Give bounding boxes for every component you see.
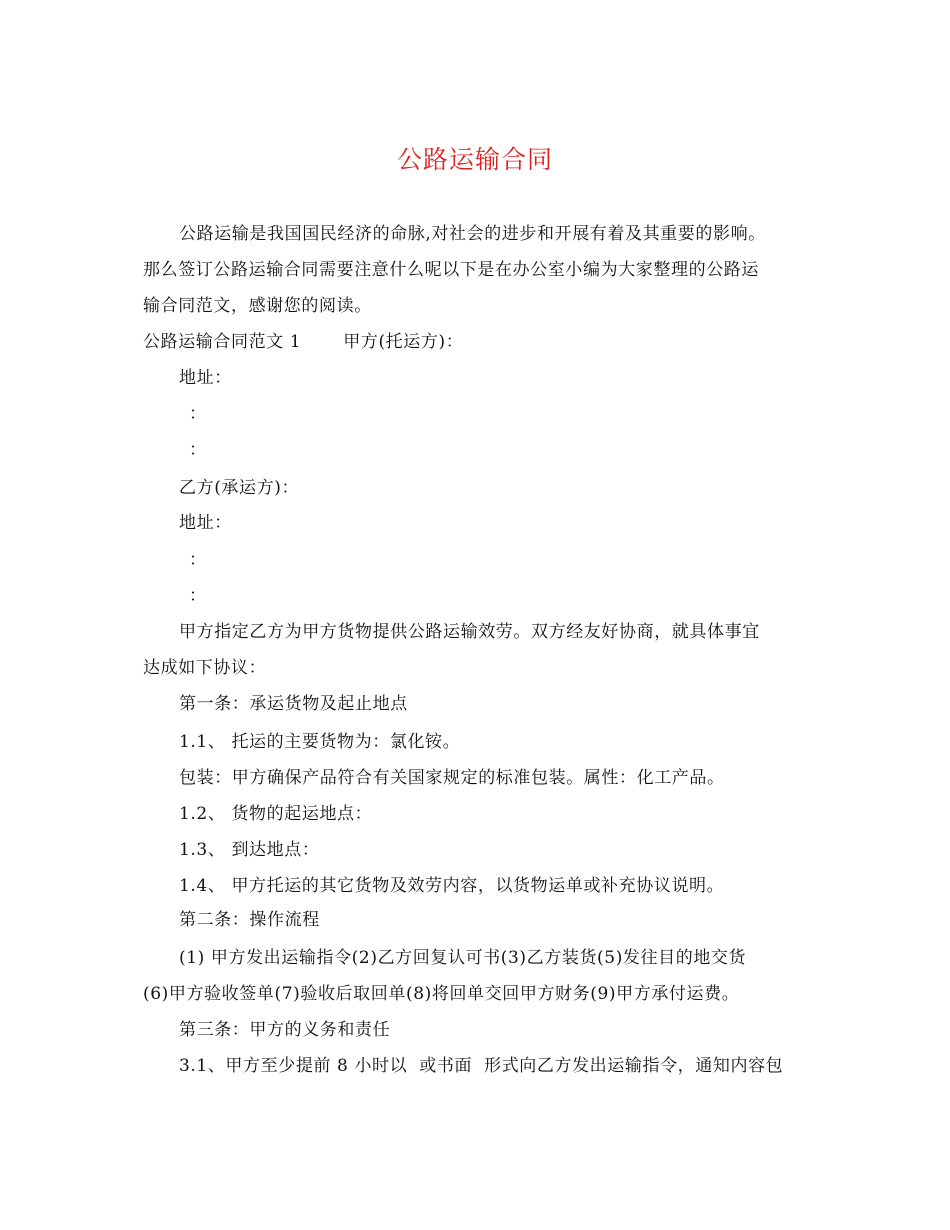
clause-line: 包装：甲方确保产品符合有关国家规定的标准包装。属性：化工产品。 xyxy=(179,768,725,788)
clause-line: 3.1、甲方至少提前 8 小时以 或书面 形式向乙方发出运输指令，通知内容包 xyxy=(179,1056,784,1076)
article-heading: 第三条：甲方的义务和责任 xyxy=(179,1020,391,1040)
clause-line: 1.2、 货物的起运地点： xyxy=(179,804,373,824)
party-a-address-label: 地址： xyxy=(179,368,232,388)
article-heading: 第一条：承运货物及起止地点 xyxy=(179,694,408,714)
party-b-blank-field: ： xyxy=(189,550,207,570)
paragraph-line: 那么签订公路运输合同需要注意什么呢以下是在办公室小编为大家整理的公路运 xyxy=(143,260,759,280)
document-title: 公路运输合同 xyxy=(396,145,553,174)
paragraph-line: 达成如下协议： xyxy=(143,658,267,678)
party-a-blank-field: ： xyxy=(189,440,207,460)
paragraph-line: 公路运输是我国国民经济的命脉,对社会的进步和开展有着及其重要的影响。 xyxy=(179,224,766,244)
clause-line: 1.1、 托运的主要货物为：氯化铵。 xyxy=(179,732,461,752)
clause-line: 1.4、 甲方托运的其它货物及效劳内容，以货物运单或补充协议说明。 xyxy=(179,876,725,896)
process-line: (6)甲方验收签单(7)验收后取回单(8)将回单交回甲方财务(9)甲方承付运费。 xyxy=(143,984,740,1004)
clause-line: 1.3、 到达地点： xyxy=(179,840,320,860)
party-b-address-label: 地址： xyxy=(179,513,232,533)
article-heading: 第二条：操作流程 xyxy=(179,910,320,930)
paragraph-line: 输合同范文，感谢您的阅读。 xyxy=(143,296,372,316)
section-heading-line: 公路运输合同范文 1 甲方(托运方)： xyxy=(143,332,464,352)
party-b-blank-field: ： xyxy=(189,586,207,606)
party-a-blank-field: ： xyxy=(189,404,207,424)
party-b-label: 乙方(承运方)： xyxy=(179,478,300,498)
paragraph-line: 甲方指定乙方为甲方货物提供公路运输效劳。双方经友好协商，就具体事宜 xyxy=(179,622,760,642)
process-line: (1) 甲方发出运输指令(2)乙方回复认可书(3)乙方装货(5)发往目的地交货 xyxy=(179,948,747,968)
